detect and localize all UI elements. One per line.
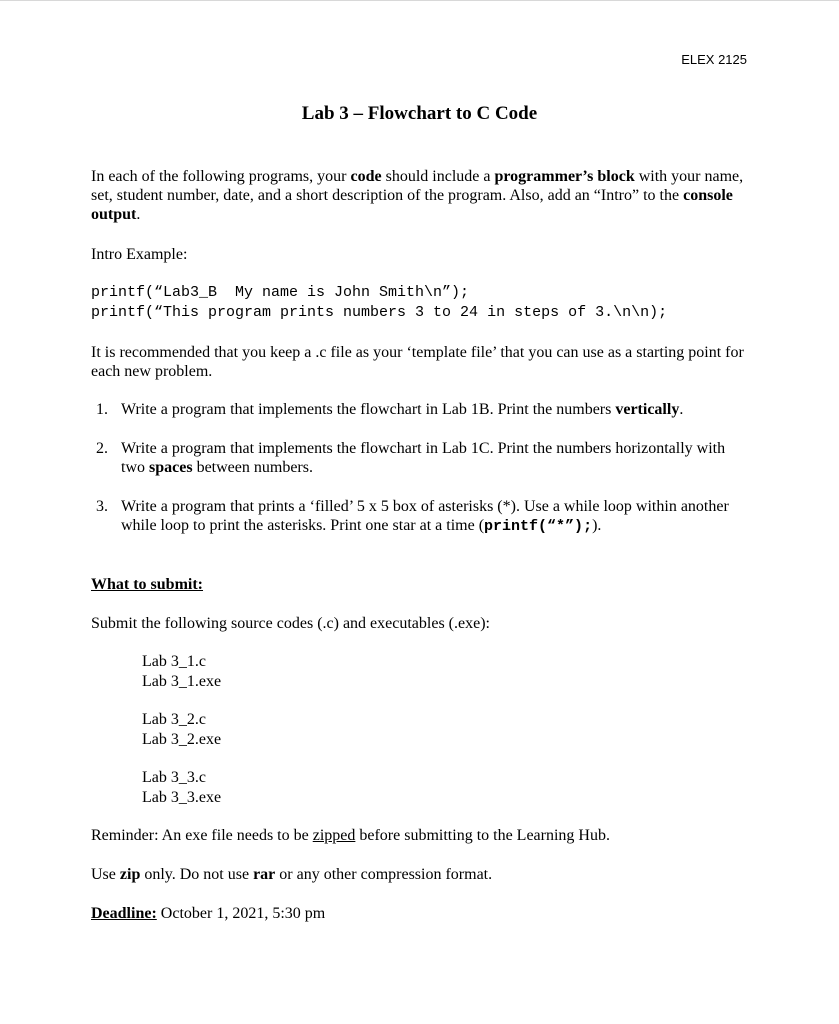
- file-name: Lab 3_2.c: [142, 711, 206, 728]
- zip-note-text: only. Do not use: [140, 866, 254, 883]
- task-text: [121, 439, 751, 477]
- file-name: Lab 3_1.c: [142, 653, 206, 670]
- code-line: printf(“Lab3_B My name is John Smith\n”);: [91, 284, 470, 301]
- file-name: Lab 3_1.exe: [142, 673, 222, 690]
- task-text-part: Write a program that prints a ‘filled’ 5 x 5 box of asterisks (*). Use a while loop within another while loop to print the asterisks. Print one star at a time (: [121, 498, 729, 534]
- deadline-line: [91, 904, 751, 923]
- file-name: Lab 3_3.exe: [142, 789, 222, 806]
- deadline-value: October 1, 2021, 5:30 pm: [156, 905, 326, 922]
- code-example: [91, 283, 751, 323]
- task-text-part: .: [679, 401, 684, 418]
- zipped-emphasis: zipped: [312, 827, 356, 844]
- intro-text: with your name, set, student number, date, and a short description of the program. Also, add an “Intro” to the: [91, 168, 744, 204]
- submit-instructions: Submit the following source codes (.c) and executables (.exe):: [91, 615, 490, 632]
- code-line: printf(“This program prints numbers 3 to 24 in steps of 3.\n\n);: [91, 304, 668, 321]
- what-to-submit-heading: What to submit:: [91, 576, 204, 593]
- zip-only-note: [91, 865, 751, 884]
- console-output-emphasis: console output: [91, 187, 733, 223]
- file-name: Lab 3_2.exe: [142, 731, 222, 748]
- file-group-1: [142, 652, 442, 692]
- deadline-label: Deadline:: [91, 905, 157, 922]
- reminder-text: Reminder: An exe file needs to be: [91, 827, 313, 844]
- task-text-part: Write a program that implements the flowchart in Lab 1C. Print the numbers horizontally with two: [121, 440, 726, 476]
- task-text-part: Write a program that implements the flowchart in Lab 1B. Print the numbers: [121, 401, 616, 418]
- task-emphasis: vertically: [615, 401, 680, 418]
- printf-star-code: printf(“*”);: [484, 518, 593, 535]
- intro-text: .: [136, 206, 141, 223]
- course-code: ELEX 2125: [681, 52, 747, 67]
- programmers-block-emphasis: programmer’s block: [494, 168, 635, 185]
- reminder-text: before submitting to the Learning Hub.: [355, 827, 610, 844]
- intro-text: should include a: [381, 168, 495, 185]
- zip-emphasis: zip: [119, 866, 141, 883]
- intro-example-label: Intro Example:: [91, 246, 188, 263]
- page-top-border: [0, 0, 839, 1]
- code-emphasis: code: [350, 168, 382, 185]
- page-title: Lab 3 – Flowchart to C Code: [301, 103, 538, 124]
- task-number: 3.: [96, 498, 108, 515]
- reminder-note: [91, 826, 751, 845]
- task-text-part: ).: [592, 517, 602, 534]
- task-number: 1.: [96, 401, 108, 418]
- task-text-part: between numbers.: [192, 459, 313, 476]
- file-group-2: [142, 710, 442, 750]
- zip-note-text: or any other compression format.: [275, 866, 493, 883]
- rar-emphasis: rar: [253, 866, 276, 883]
- task-text: [121, 400, 751, 419]
- file-group-3: [142, 768, 442, 808]
- task-text: [121, 497, 751, 536]
- intro-text: In each of the following programs, your: [91, 168, 351, 185]
- task-number: 2.: [96, 440, 108, 457]
- file-name: Lab 3_3.c: [142, 769, 206, 786]
- intro-paragraph: [91, 167, 751, 224]
- zip-note-text: Use: [91, 866, 120, 883]
- template-note: It is recommended that you keep a .c file as your ‘template file’ that you can use as a starting point for each new problem.: [91, 344, 744, 380]
- task-emphasis: spaces: [149, 459, 193, 476]
